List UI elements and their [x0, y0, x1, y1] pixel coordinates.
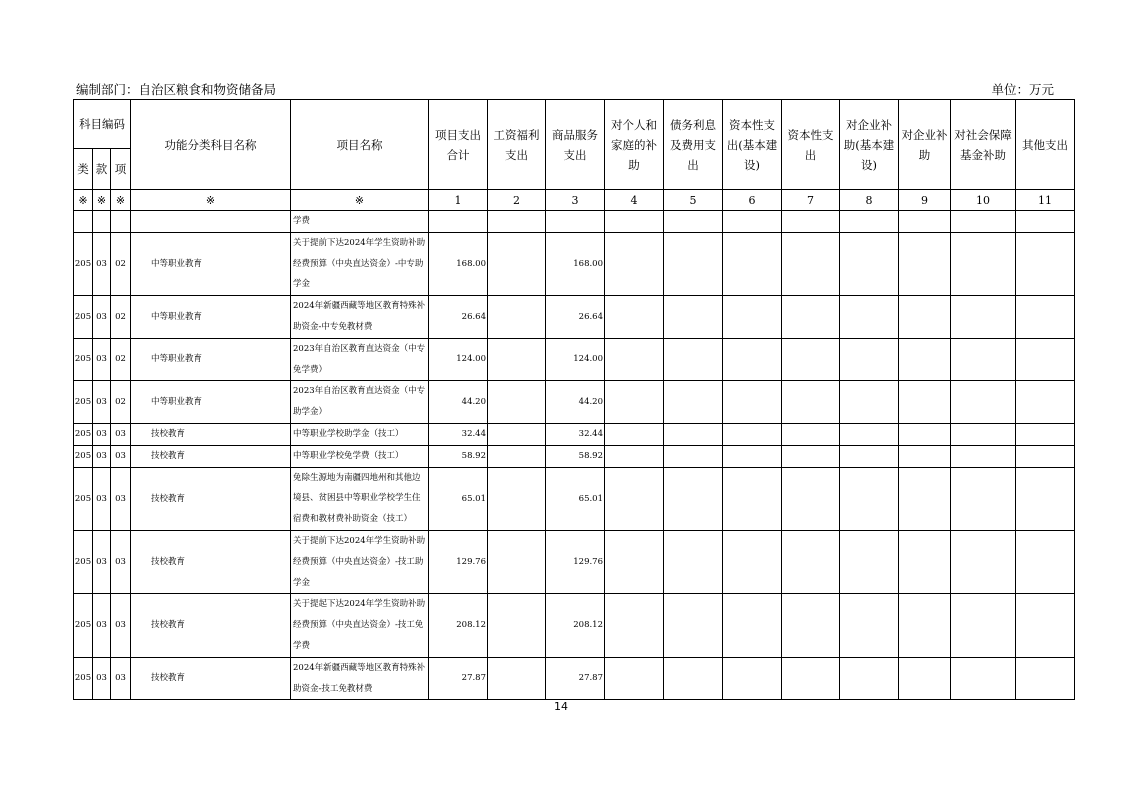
lei-cell: 205 [74, 467, 93, 530]
column-number: 7 [782, 190, 840, 211]
project-name-line: 关于提前下达2024年学生资助补助 [293, 535, 426, 546]
header-text-line: 助 [918, 147, 931, 162]
header-text-line: 项目支出 [435, 127, 481, 142]
amount-cell [1016, 296, 1075, 339]
amount-cell [605, 594, 664, 657]
amount-cell [723, 467, 782, 530]
kuan-cell: 03 [93, 594, 111, 657]
header-text-line: 对社会保障 [954, 127, 1012, 142]
wages-cell [488, 530, 546, 593]
func-name-cell: 中等职业教育 [131, 296, 291, 339]
amount-cell [840, 338, 899, 381]
amount-cell [840, 530, 899, 593]
project-name-cell [291, 445, 429, 467]
amount-cell [664, 423, 723, 445]
total-cell: 27.87 [429, 657, 488, 700]
goods-cell: 27.87 [546, 657, 605, 700]
amount-cell [782, 530, 840, 593]
unit-label: 单位：万元 [991, 82, 1054, 97]
column-number: 3 [546, 190, 605, 211]
code-group-header: 科目编码 [74, 100, 131, 149]
wages-cell [488, 211, 546, 233]
amount-cell [605, 381, 664, 424]
amount-cell [899, 296, 951, 339]
amount-cell [899, 445, 951, 467]
wages-cell [488, 296, 546, 339]
kuan-cell: 03 [93, 445, 111, 467]
amount-cell [782, 445, 840, 467]
func-name-cell: 技校教育 [131, 467, 291, 530]
header-text-line: 支出 [505, 147, 528, 162]
total-cell: 26.64 [429, 296, 488, 339]
amount-cell [664, 445, 723, 467]
amount-cell [782, 296, 840, 339]
project-name-line: 关于提前下达2024年学生资助补助 [293, 237, 426, 248]
amount-cell [951, 211, 1016, 233]
amount-cell [605, 445, 664, 467]
total-cell: 58.92 [429, 445, 488, 467]
amount-cell [899, 381, 951, 424]
project-name-line: 2023年自治区教育直达资金（中专 [293, 343, 426, 354]
project-name-cell [291, 467, 429, 530]
amount-cell [840, 296, 899, 339]
project-name-line: 关于提起下达2024年学生资助补助 [293, 599, 426, 610]
amount-cell [664, 467, 723, 530]
func-name-cell: 技校教育 [131, 530, 291, 593]
header-text-line: 支出 [563, 147, 587, 162]
amount-cell [723, 296, 782, 339]
total-cell: 168.00 [429, 232, 488, 295]
amount-cell [840, 381, 899, 424]
header-text-line: 资本性支 [729, 117, 775, 132]
func-name-cell: 中等职业教育 [131, 232, 291, 295]
amount-cell [664, 594, 723, 657]
column-number: 2 [488, 190, 546, 211]
column-number: 8 [840, 190, 899, 211]
header-text-line: 助 [628, 157, 640, 172]
amount-cell [723, 423, 782, 445]
col-header-other [1016, 100, 1075, 190]
table-row [74, 594, 1075, 657]
budget-table [73, 99, 1075, 700]
amount-cell [951, 338, 1016, 381]
col-header-wages [488, 100, 546, 190]
lei-cell: 205 [74, 530, 93, 593]
total-cell: 32.44 [429, 423, 488, 445]
project-name-line: 助资金-中专免教材费 [293, 321, 373, 332]
marker-cell: ※ [74, 190, 93, 211]
goods-cell: 65.01 [546, 467, 605, 530]
kuan-cell [93, 211, 111, 233]
amount-cell [899, 423, 951, 445]
project-name-line: 经费预算（中央直达资金）-中专助 [293, 258, 424, 269]
amount-cell [782, 657, 840, 700]
column-number: 1 [429, 190, 488, 211]
column-number: 11 [1016, 190, 1075, 211]
project-name-cell [291, 594, 429, 657]
total-cell: 208.12 [429, 594, 488, 657]
table-row [74, 530, 1075, 593]
amount-cell [664, 381, 723, 424]
project-name-line: 助学金） [293, 407, 328, 418]
func-name-cell [131, 211, 291, 233]
col-header-enterprise-construction [840, 100, 899, 190]
amount-cell [840, 445, 899, 467]
xiang-cell: 03 [111, 445, 131, 467]
code-header-lei: 类 [74, 149, 93, 190]
goods-cell: 26.64 [546, 296, 605, 339]
amount-cell [1016, 338, 1075, 381]
amount-cell [899, 338, 951, 381]
amount-cell [840, 423, 899, 445]
marker-cell: ※ [111, 190, 131, 211]
header-text-line: 合计 [446, 147, 470, 162]
kuan-cell: 03 [93, 232, 111, 295]
amount-cell [951, 445, 1016, 467]
amount-cell [899, 211, 951, 233]
amount-cell [782, 381, 840, 424]
header-text-line: 其他支出 [1022, 137, 1068, 152]
kuan-cell: 03 [93, 467, 111, 530]
kuan-cell: 03 [93, 338, 111, 381]
project-name-cell [291, 657, 429, 700]
amount-cell [723, 232, 782, 295]
wages-cell [488, 657, 546, 700]
amount-cell [723, 381, 782, 424]
header-text-line: 出 [804, 147, 817, 162]
amount-cell [664, 657, 723, 700]
goods-cell [546, 211, 605, 233]
marker-cell: ※ [93, 190, 111, 211]
amount-cell [899, 530, 951, 593]
project-name-cell [291, 530, 429, 593]
xiang-cell: 02 [111, 381, 131, 424]
amount-cell [840, 657, 899, 700]
amount-cell [1016, 381, 1075, 424]
amount-cell [1016, 423, 1075, 445]
header-text-line: 债务利息 [670, 117, 716, 132]
header-text-line: 设) [861, 157, 877, 172]
amount-cell [951, 467, 1016, 530]
lei-cell [74, 211, 93, 233]
lei-cell: 205 [74, 445, 93, 467]
amount-cell [840, 467, 899, 530]
amount-cell [840, 232, 899, 295]
project-name-cell [291, 423, 429, 445]
wages-cell [488, 445, 546, 467]
column-number: 6 [723, 190, 782, 211]
amount-cell [1016, 594, 1075, 657]
amount-cell [605, 657, 664, 700]
func-name-cell: 技校教育 [131, 594, 291, 657]
lei-cell: 205 [74, 296, 93, 339]
lei-cell: 205 [74, 232, 93, 295]
goods-cell: 129.76 [546, 530, 605, 593]
header-text-line: 家庭的补 [611, 137, 657, 152]
header-text-line: 出 [687, 157, 699, 172]
xiang-cell: 03 [111, 657, 131, 700]
amount-cell [951, 296, 1016, 339]
amount-cell [1016, 530, 1075, 593]
column-number: 5 [664, 190, 723, 211]
amount-cell [605, 423, 664, 445]
project-name-line: 助资金-技工免教材费 [293, 683, 373, 694]
header-text-line: 助(基本建 [843, 137, 895, 152]
project-name-line: 2023年自治区教育直达资金（中专 [293, 386, 426, 397]
goods-cell: 44.20 [546, 381, 605, 424]
amount-cell [605, 232, 664, 295]
amount-cell [605, 467, 664, 530]
project-name-line: 免除生源地为南疆四地州和其他边 [293, 472, 421, 483]
xiang-cell: 03 [111, 530, 131, 593]
table-row [74, 657, 1075, 700]
total-cell [429, 211, 488, 233]
column-number: 4 [605, 190, 664, 211]
header-text-line: 设) [744, 157, 760, 172]
kuan-cell: 03 [93, 296, 111, 339]
amount-cell [951, 232, 1016, 295]
total-cell: 65.01 [429, 467, 488, 530]
col-header-social-security [951, 100, 1016, 190]
project-name-line: 经费预算（中央直达资金）-技工免 [293, 620, 424, 631]
func-name-header: 功能分类科目名称 [131, 100, 291, 190]
amount-cell [899, 657, 951, 700]
col-header-total [429, 100, 488, 190]
xiang-cell: 02 [111, 232, 131, 295]
header-text-line: 基金补助 [960, 147, 1006, 162]
project-name-line: 学费 [293, 216, 311, 226]
func-name-cell: 技校教育 [131, 423, 291, 445]
header-text-line: 对企业补 [901, 127, 948, 142]
marker-cell: ※ [291, 190, 429, 211]
xiang-cell: 02 [111, 338, 131, 381]
goods-cell: 168.00 [546, 232, 605, 295]
project-name-line: 宿费和教材费补助资金（技工） [293, 514, 413, 525]
xiang-cell: 03 [111, 467, 131, 530]
lei-cell: 205 [74, 423, 93, 445]
wages-cell [488, 381, 546, 424]
header-text-line: 资本性支 [787, 127, 834, 142]
amount-cell [664, 296, 723, 339]
amount-cell [723, 594, 782, 657]
department-label: 编制部门：自治区粮食和物资储备局 [76, 82, 277, 97]
kuan-cell: 03 [93, 381, 111, 424]
amount-cell [782, 232, 840, 295]
project-name-line: 学金 [293, 279, 311, 290]
kuan-cell: 03 [93, 530, 111, 593]
column-number: 10 [951, 190, 1016, 211]
amount-cell [605, 530, 664, 593]
wages-cell [488, 467, 546, 530]
table-row [74, 296, 1075, 339]
amount-cell [782, 594, 840, 657]
project-name-header: 项目名称 [291, 100, 429, 190]
amount-cell [723, 657, 782, 700]
goods-cell: 58.92 [546, 445, 605, 467]
page-number: 14 [554, 700, 568, 713]
project-name-line: 2024年新疆西藏等地区教育特殊补 [293, 662, 426, 673]
goods-cell: 32.44 [546, 423, 605, 445]
project-name-line: 中等职业学校免学费（技工） [293, 450, 404, 461]
func-name-cell: 技校教育 [131, 445, 291, 467]
wages-cell [488, 338, 546, 381]
table-row [74, 232, 1075, 295]
amount-cell [1016, 211, 1075, 233]
project-name-cell [291, 381, 429, 424]
table-body [74, 211, 1075, 700]
amount-cell [664, 232, 723, 295]
amount-cell [899, 232, 951, 295]
header-text-line: 对企业补 [846, 117, 892, 132]
total-cell: 129.76 [429, 530, 488, 593]
amount-cell [723, 445, 782, 467]
code-header-xiang: 项 [111, 149, 131, 190]
amount-cell [782, 338, 840, 381]
project-name-line: 学金 [293, 577, 311, 588]
project-name-cell [291, 232, 429, 295]
wages-cell [488, 423, 546, 445]
amount-cell [605, 211, 664, 233]
project-name-line: 免学费） [293, 364, 328, 375]
amount-cell [782, 423, 840, 445]
code-header-kuan: 款 [93, 149, 111, 190]
col-header-capital [782, 100, 840, 190]
amount-cell [664, 530, 723, 593]
amount-cell [1016, 445, 1075, 467]
amount-cell [605, 296, 664, 339]
col-header-debt-interest [664, 100, 723, 190]
lei-cell: 205 [74, 338, 93, 381]
column-number: 9 [899, 190, 951, 211]
amount-cell [664, 338, 723, 381]
project-name-cell [291, 296, 429, 339]
amount-cell [664, 211, 723, 233]
amount-cell [782, 467, 840, 530]
project-name-line: 中等职业学校助学金（技工） [293, 428, 404, 439]
amount-cell [1016, 657, 1075, 700]
wages-cell [488, 594, 546, 657]
col-header-goods-services [546, 100, 605, 190]
amount-cell [723, 338, 782, 381]
amount-cell [605, 338, 664, 381]
func-name-cell: 中等职业教育 [131, 381, 291, 424]
header-text-line: 工资福利 [493, 127, 540, 142]
marker-row [74, 190, 1075, 211]
col-header-personal-subsidy [605, 100, 664, 190]
func-name-cell: 中等职业教育 [131, 338, 291, 381]
total-cell: 124.00 [429, 338, 488, 381]
amount-cell [1016, 467, 1075, 530]
wages-cell [488, 232, 546, 295]
amount-cell [951, 381, 1016, 424]
project-name-cell [291, 211, 429, 233]
table-row [74, 423, 1075, 445]
amount-cell [951, 594, 1016, 657]
header-row-1 [74, 100, 1075, 149]
kuan-cell: 03 [93, 657, 111, 700]
goods-cell: 208.12 [546, 594, 605, 657]
table-row [74, 211, 1075, 233]
lei-cell: 205 [74, 381, 93, 424]
header-text-line: 出(基本建 [726, 137, 778, 152]
amount-cell [951, 423, 1016, 445]
amount-cell [899, 594, 951, 657]
project-name-line: 2024年新疆西藏等地区教育特殊补 [293, 301, 426, 312]
lei-cell: 205 [74, 594, 93, 657]
func-name-cell: 技校教育 [131, 657, 291, 700]
amount-cell [1016, 232, 1075, 295]
header-text-line: 及费用支 [670, 137, 716, 152]
amount-cell [899, 467, 951, 530]
amount-cell [782, 211, 840, 233]
kuan-cell: 03 [93, 423, 111, 445]
total-cell: 44.20 [429, 381, 488, 424]
amount-cell [951, 657, 1016, 700]
col-header-enterprise-subsidy [899, 100, 951, 190]
xiang-cell: 02 [111, 296, 131, 339]
xiang-cell: 03 [111, 594, 131, 657]
header-text-line: 对个人和 [611, 117, 657, 132]
table-row [74, 381, 1075, 424]
xiang-cell [111, 211, 131, 233]
header-text-line: 商品服务 [552, 127, 598, 142]
lei-cell: 205 [74, 657, 93, 700]
amount-cell [723, 211, 782, 233]
goods-cell: 124.00 [546, 338, 605, 381]
project-name-line: 经费预算（中央直达资金）-技工助 [293, 556, 424, 567]
project-name-line: 学费 [293, 640, 311, 651]
amount-cell [723, 530, 782, 593]
table-row [74, 445, 1075, 467]
project-name-cell [291, 338, 429, 381]
project-name-line: 境县、贫困县中等职业学校学生住 [293, 493, 421, 504]
col-header-capital-construction [723, 100, 782, 190]
amount-cell [951, 530, 1016, 593]
table-row [74, 467, 1075, 530]
xiang-cell: 03 [111, 423, 131, 445]
amount-cell [840, 211, 899, 233]
table-row [74, 338, 1075, 381]
marker-cell: ※ [131, 190, 291, 211]
amount-cell [840, 594, 899, 657]
